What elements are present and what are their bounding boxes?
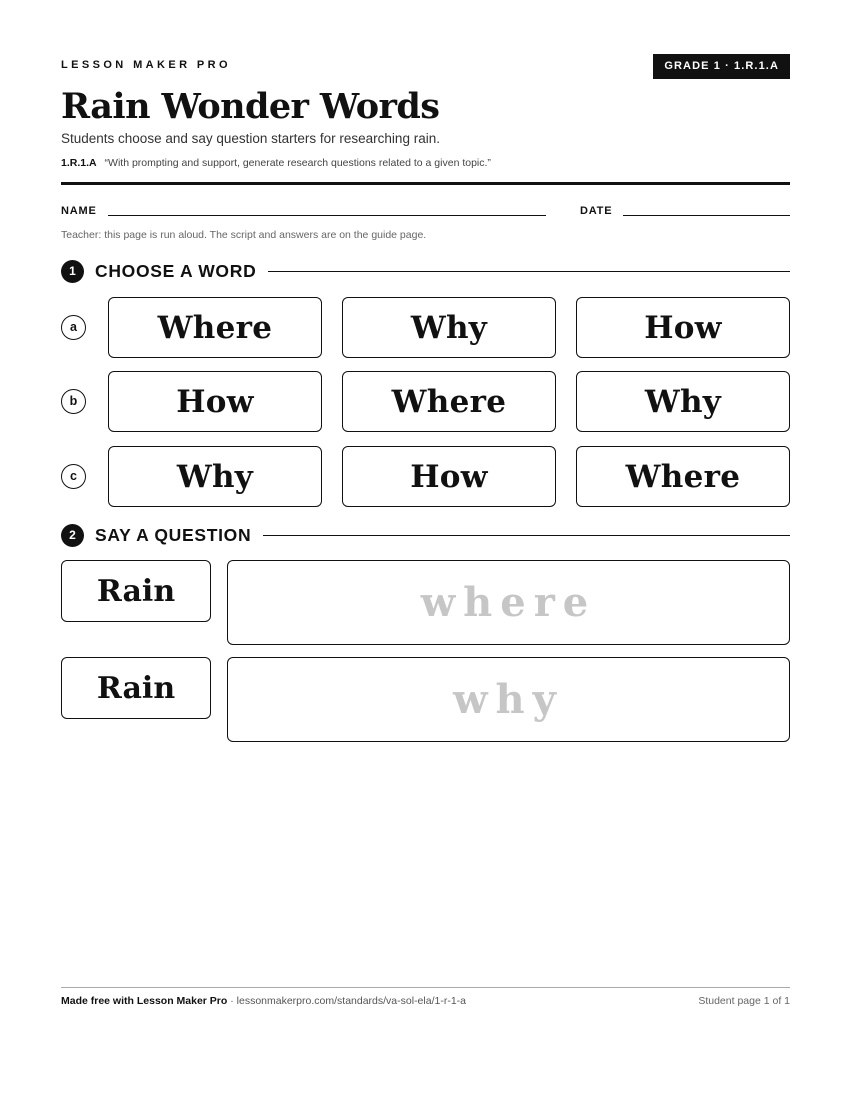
word-card-a3[interactable]: How [576,297,790,358]
standard-code: 1.R.1.A [61,157,97,169]
date-label: DATE [580,205,613,217]
footer-separator: · [227,995,237,1007]
question-trace-box-2[interactable]: why [227,657,790,742]
footer-divider [61,987,790,988]
worksheet-page [61,0,790,1100]
row-letter-b: b [61,389,86,414]
footer-credit [61,995,466,1007]
page-subtitle: Students choose and say question starters for researching rain. [61,131,440,146]
word-card-c2[interactable]: How [342,446,556,507]
section-title: SAY A QUESTION [95,523,263,547]
grade-badge: GRADE 1 · 1.R.1.A [653,54,790,79]
step-number-badge: 1 [61,260,84,283]
word-card-a2[interactable]: Why [342,297,556,358]
footer-made-with: Made free with Lesson Maker Pro [61,995,228,1007]
question-trace-box-1[interactable]: where [227,560,790,645]
step-number-badge: 2 [61,524,84,547]
footer-page-label: Student page 1 of 1 [698,995,790,1007]
teacher-note: Teacher: this page is run aloud. The script and answers are on the guide page. [61,229,427,241]
topic-card-1: Rain [61,560,211,622]
word-card-b2[interactable]: Where [342,371,556,432]
brand-name: LESSON MAKER PRO [61,59,231,71]
name-label: NAME [61,205,97,217]
footer-url[interactable]: lessonmakerpro.com/standards/va-sol-ela/1-r-1-a [236,995,466,1007]
section-title: CHOOSE A WORD [95,259,268,283]
standard-text: “With prompting and support, generate research questions related to a given topic.” [104,157,491,169]
row-letter-a: a [61,315,86,340]
row-letter-c: c [61,464,86,489]
word-card-b3[interactable]: Why [576,371,790,432]
word-card-a1[interactable]: Where [108,297,322,358]
word-card-c3[interactable]: Where [576,446,790,507]
word-card-b1[interactable]: How [108,371,322,432]
name-field[interactable] [108,215,546,216]
page-title: Rain Wonder Words [61,86,440,127]
section-choose-a-word [61,259,790,283]
section-say-a-question [61,523,790,547]
word-card-c1[interactable]: Why [108,446,322,507]
topic-card-2: Rain [61,657,211,719]
date-field[interactable] [623,215,790,216]
header-divider [61,182,790,185]
standard-line [61,157,491,169]
